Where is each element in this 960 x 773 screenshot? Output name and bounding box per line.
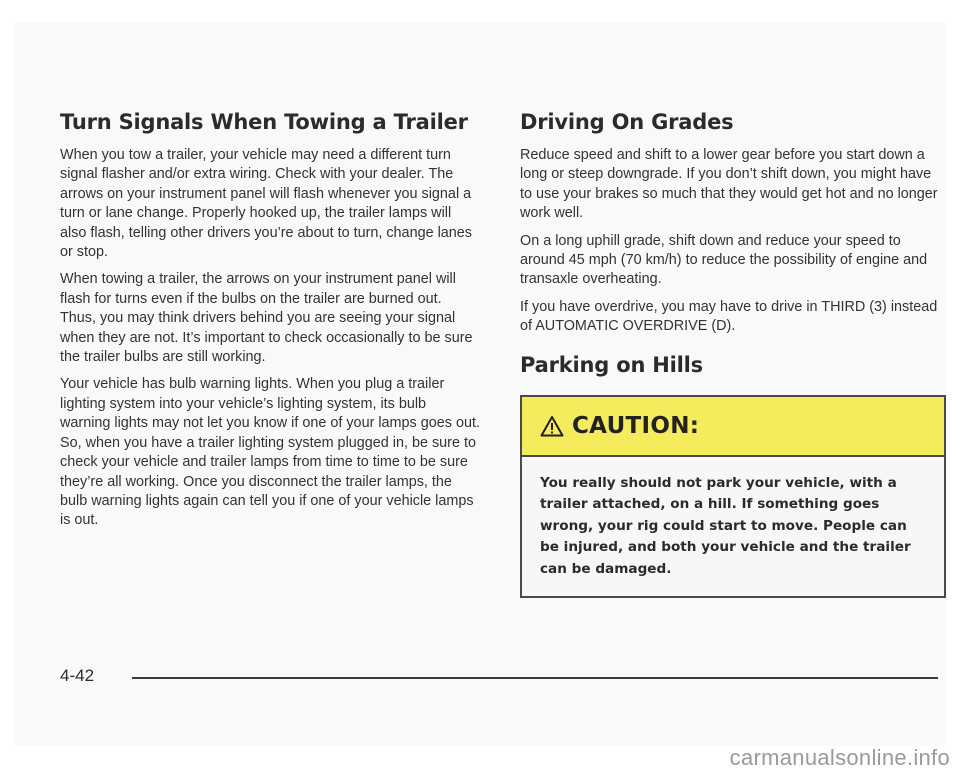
caution-title: CAUTION: — [572, 412, 700, 439]
grades-paragraph-2: On a long uphill grade, shift down and reduce your speed to around 45 mph (70 km/h) to reduce the possibility of engine and transaxle overheating. — [520, 232, 928, 288]
right-column — [520, 110, 946, 598]
turn-signals-paragraph-2: When towing a trailer, the arrows on your instrument panel will flash for turns even if the bulbs on the trailer are burned out. Thus, you may think drivers behind you are seeing your signal when they are not. It’s important to check occasionally to be sure the trailer bulbs are still working. — [60, 271, 473, 366]
grades-paragraph-3: If you have overdrive, you may have to drive in THIRD (3) instead of AUTOMATIC OVERDRIVE (D). — [520, 298, 938, 335]
manual-page — [14, 22, 946, 746]
watermark: carmanualsonline.info — [729, 745, 950, 770]
turn-signals-heading: Turn Signals When Towing a Trailer — [60, 110, 468, 134]
parking-on-hills-heading: Parking on Hills — [520, 352, 703, 377]
driving-on-grades-heading: Driving On Grades — [520, 110, 734, 134]
footer-divider — [132, 677, 938, 679]
warning-triangle-icon — [540, 415, 564, 437]
turn-signals-paragraph-1: When you tow a trailer, your vehicle may need a different turn signal flasher and/or extra wiring. Check with your dealer. The arrows on your instrument panel will flash whenever you signal a turn or lane change. Properly hooked up, the trailer lamps will also flash, telling other drivers you’re about to turn, change lanes or stop. — [60, 147, 472, 261]
page-number: 4-42 — [60, 666, 95, 685]
grades-paragraph-1: Reduce speed and shift to a lower gear before you start down a long or steep downgrade. If you don’t shift down, you might have to use your brakes so much that they would get hot and no longer work well. — [520, 147, 938, 222]
turn-signals-paragraph-3: Your vehicle has bulb warning lights. When you plug a trailer lighting system into your vehicle’s lighting system, its bulb warning lights may not let you know if one of your lamps goes out. So, when you have a trailer lighting system plugged in, be sure to check your vehicle and trailer lamps from time to time to be sure they’re all working. Once you disconnect the trailer lamps, the bulb warning lights again can tell you if one of your vehicle lamps is out. — [60, 376, 480, 529]
caution-box — [520, 395, 946, 599]
caution-body: You really should not park your vehicle, with a trailer attached, on a hill. If something goes wrong, your rig could start to move. People can be injured, and both your vehicle and the trailer can be damaged. — [540, 474, 911, 577]
left-column — [60, 110, 480, 539]
caution-header — [522, 397, 944, 457]
